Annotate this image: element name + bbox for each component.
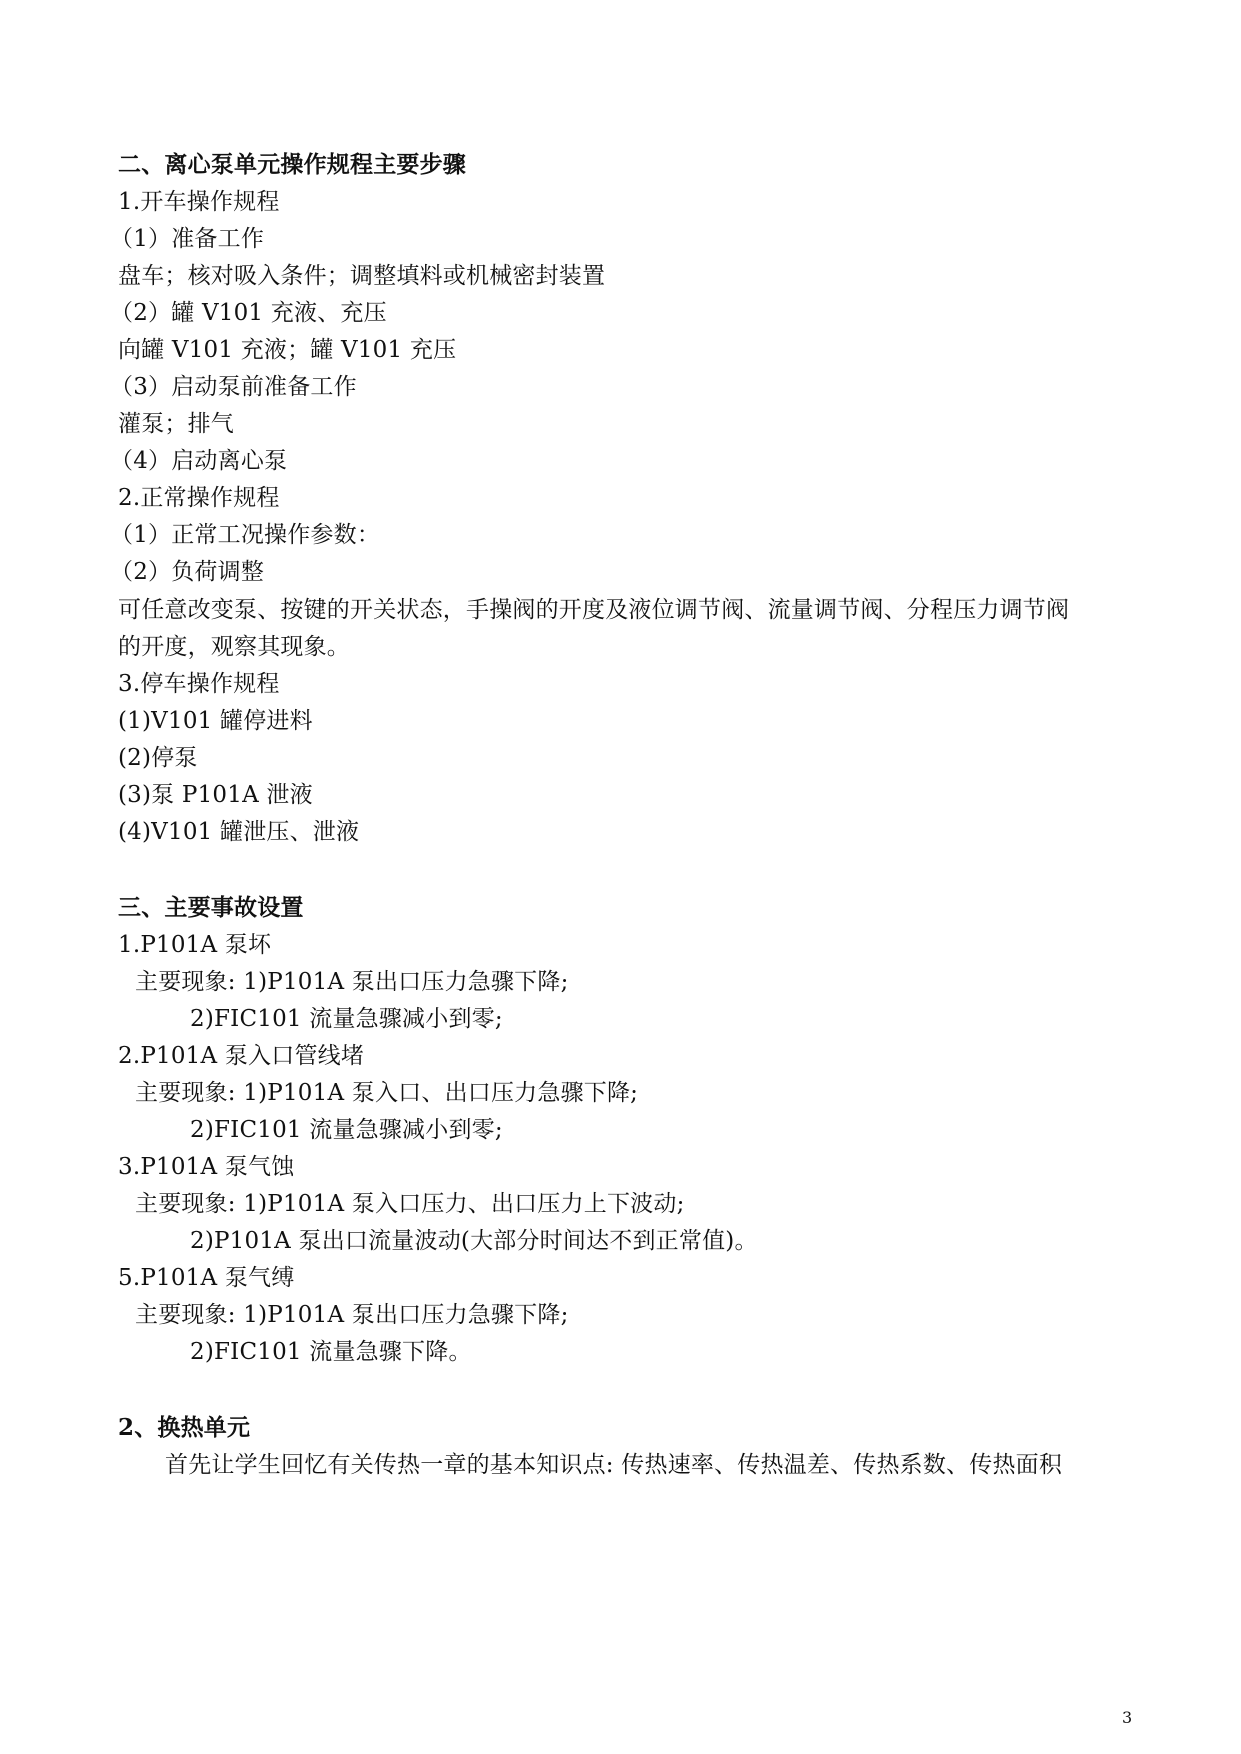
heat-exchange-intro: 首先让学生回忆有关传热一章的基本知识点: 传热速率、传热温差、传热系数、传热面积 (165, 1452, 1063, 1478)
page-number: 3 (1122, 1708, 1133, 1727)
startup-procedure-title: 1.开车操作规程 (118, 189, 280, 215)
fault-5-title: 5.P101A 泵气缚 (118, 1265, 295, 1291)
normal-step-1: （1）正常工况操作参数： (110, 522, 381, 548)
load-adjust-text-line2: 的开度，观察其现象。 (118, 634, 350, 660)
shutdown-step-4: (4)V101 罐泄压、泄液 (118, 819, 360, 845)
fault-1-symptom-2: 2)FIC101 流量急骤减小到零; (190, 1006, 503, 1032)
fault-5-symptom-1: 主要现象: 1)P101A 泵出口压力急骤下降; (135, 1302, 569, 1328)
section-heading-pump-procedure: 二、离心泵单元操作规程主要步骤 (118, 151, 466, 178)
startup-step-2-text: 向罐 V101 充液；罐 V101 充压 (118, 337, 457, 363)
fault-1-symptom-1: 主要现象: 1)P101A 泵出口压力急骤下降; (135, 969, 569, 995)
startup-step-2: （2）罐 V101 充液、充压 (110, 300, 387, 326)
fault-2-title: 2.P101A 泵入口管线堵 (118, 1043, 365, 1069)
section-heading-heat-exchange: 2、换热单元 (118, 1414, 251, 1441)
shutdown-step-2: (2)停泵 (118, 745, 198, 771)
startup-step-3-text: 灌泵；排气 (118, 411, 234, 437)
shutdown-step-1: (1)V101 罐停进料 (118, 708, 313, 734)
startup-step-3: （3）启动泵前准备工作 (110, 374, 357, 400)
fault-2-symptom-1: 主要现象: 1)P101A 泵入口、出口压力急骤下降; (135, 1080, 639, 1106)
shutdown-step-3: (3)泵 P101A 泄液 (118, 782, 313, 808)
startup-step-1-text: 盘车；核对吸入条件；调整填料或机械密封装置 (118, 263, 606, 289)
section-heading-faults: 三、主要事故设置 (118, 894, 304, 921)
startup-step-1: （1）准备工作 (110, 226, 265, 252)
fault-5-symptom-2: 2)FIC101 流量急骤下降。 (190, 1339, 472, 1365)
fault-3-title: 3.P101A 泵气蚀 (118, 1154, 295, 1180)
startup-step-4: （4）启动离心泵 (110, 448, 288, 474)
normal-procedure-title: 2.正常操作规程 (118, 485, 280, 511)
fault-3-symptom-2: 2)P101A 泵出口流量波动(大部分时间达不到正常值)。 (190, 1228, 758, 1254)
load-adjust-text-line1: 可任意改变泵、按键的开关状态，手操阀的开度及液位调节阀、流量调节阀、分程压力调节阀 (118, 597, 1070, 623)
fault-2-symptom-2: 2)FIC101 流量急骤减小到零; (190, 1117, 503, 1143)
fault-3-symptom-1: 主要现象: 1)P101A 泵入口压力、出口压力上下波动; (135, 1191, 685, 1217)
shutdown-procedure-title: 3.停车操作规程 (118, 671, 280, 697)
normal-step-2: （2）负荷调整 (110, 559, 265, 585)
fault-1-title: 1.P101A 泵坏 (118, 932, 272, 958)
